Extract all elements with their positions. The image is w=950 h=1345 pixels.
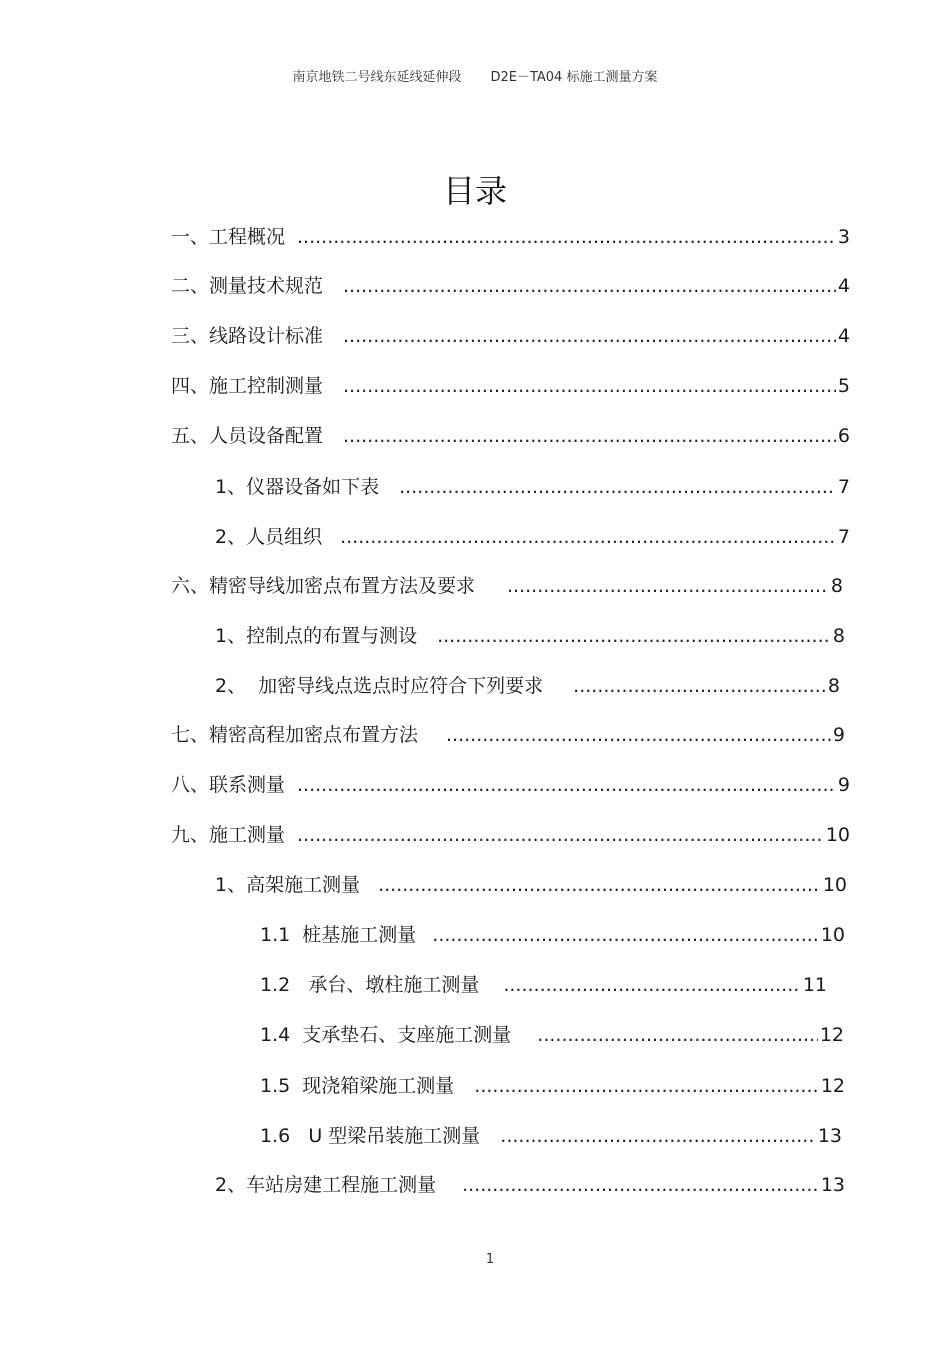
toc-leader-dots <box>446 722 831 748</box>
toc-entry-page: 12 <box>820 1075 845 1097</box>
toc-leader-dots <box>500 1123 816 1149</box>
toc-entry-label: 九、施工测量 <box>171 824 286 846</box>
toc-entry-label: 七、精密高程加密点布置方法 <box>171 724 419 746</box>
running-header <box>0 66 950 85</box>
toc-leader-dots <box>343 323 836 349</box>
toc-entry[interactable] <box>215 872 847 898</box>
toc-entry-label: 一、工程概况 <box>171 226 286 248</box>
toc-entry[interactable] <box>171 373 850 399</box>
header-project-name: 南京地铁二号线东延线延伸段 <box>292 70 462 85</box>
toc-entry-page: 9 <box>832 724 845 746</box>
toc-entry-page: 9 <box>837 774 850 796</box>
toc-entry-page: 4 <box>837 325 850 347</box>
toc-leader-dots <box>462 1172 819 1198</box>
toc-entry-page: 10 <box>825 824 850 846</box>
toc-leader-dots <box>343 273 836 299</box>
page-number: 1 <box>485 1252 495 1267</box>
toc-entry-page: 5 <box>837 375 850 397</box>
toc-entry-page: 4 <box>837 275 850 297</box>
toc-entry-label: 1.5 现浇箱梁施工测量 <box>260 1075 455 1097</box>
toc-entry-label: 五、人员设备配置 <box>171 425 324 447</box>
toc-entry-label: 1.6 U 型梁吊装施工测量 <box>260 1125 481 1147</box>
toc-entry-page: 8 <box>830 575 843 597</box>
toc-leader-dots <box>297 224 836 250</box>
toc-entry[interactable] <box>171 224 850 250</box>
toc-entry-page: 12 <box>819 1024 844 1046</box>
toc-entry-page: 6 <box>837 425 850 447</box>
toc-entry-page: 8 <box>832 625 845 647</box>
toc-entry[interactable] <box>260 972 827 998</box>
toc-entry-label: 1、仪器设备如下表 <box>215 476 380 498</box>
toc-entry-label: 2、人员组织 <box>215 526 323 548</box>
toc-entry-label: 1.4 支承垫石、支座施工测量 <box>260 1024 512 1046</box>
toc-leader-dots <box>343 373 836 399</box>
toc-leader-dots <box>340 524 836 550</box>
toc-entry[interactable] <box>215 673 840 699</box>
toc-leader-dots <box>537 1022 818 1048</box>
toc-entry-label: 八、联系测量 <box>171 774 286 796</box>
toc-entry-label: 六、精密导线加密点布置方法及要求 <box>171 575 476 597</box>
toc-entry-page: 10 <box>822 874 847 896</box>
toc-entry-label: 1、高架施工测量 <box>215 874 361 896</box>
toc-entry[interactable] <box>171 772 850 798</box>
toc-entry[interactable] <box>171 423 850 449</box>
toc-entry-page: 10 <box>820 924 845 946</box>
toc-entry-label: 2、车站房建工程施工测量 <box>215 1174 437 1196</box>
toc-entry[interactable] <box>260 922 845 948</box>
toc-entry[interactable] <box>260 1022 844 1048</box>
toc-entry[interactable] <box>215 474 850 500</box>
toc-entry-page: 8 <box>827 675 840 697</box>
toc-entry-label: 1.2 承台、墩柱施工测量 <box>260 974 480 996</box>
toc-entry-label: 1.1 桩基施工测量 <box>260 924 417 946</box>
toc-leader-dots <box>474 1073 819 1099</box>
toc-entry[interactable] <box>171 722 845 748</box>
toc-leader-dots <box>378 872 821 898</box>
toc-leader-dots <box>437 623 831 649</box>
toc-leader-dots <box>503 972 800 998</box>
toc-entry-page: 13 <box>820 1174 845 1196</box>
toc-entry-label: 三、线路设计标准 <box>171 325 324 347</box>
toc-entry[interactable] <box>260 1073 845 1099</box>
toc-entry[interactable] <box>215 1172 845 1198</box>
toc-leader-dots <box>297 772 836 798</box>
toc-entry-label: 2、 加密导线点选点时应符合下列要求 <box>215 675 544 697</box>
toc-entry-page: 7 <box>837 476 850 498</box>
header-section-title: D2E－TA04 标施工测量方案 <box>490 70 658 85</box>
toc-entry[interactable] <box>260 1123 842 1149</box>
toc-leader-dots <box>573 673 826 699</box>
toc-entry-page: 11 <box>802 974 827 996</box>
toc-leader-dots <box>297 822 824 848</box>
toc-entry-label: 二、测量技术规范 <box>171 275 324 297</box>
toc-entry-label: 1、控制点的布置与测设 <box>215 625 418 647</box>
toc-entry[interactable] <box>171 822 850 848</box>
toc-entry[interactable] <box>215 524 850 550</box>
toc-leader-dots <box>432 922 819 948</box>
page-title: 目录 <box>442 172 507 210</box>
toc-entry[interactable] <box>215 623 845 649</box>
toc-entry[interactable] <box>171 273 850 299</box>
toc-entry[interactable] <box>171 323 850 349</box>
toc-entry-page: 3 <box>837 226 850 248</box>
toc-entry-page: 13 <box>817 1125 842 1147</box>
toc-leader-dots <box>507 573 829 599</box>
toc-entry-label: 四、施工控制测量 <box>171 375 324 397</box>
toc-leader-dots <box>399 474 836 500</box>
toc-entry[interactable] <box>171 573 843 599</box>
toc-leader-dots <box>343 423 836 449</box>
toc-entry-page: 7 <box>837 526 850 548</box>
